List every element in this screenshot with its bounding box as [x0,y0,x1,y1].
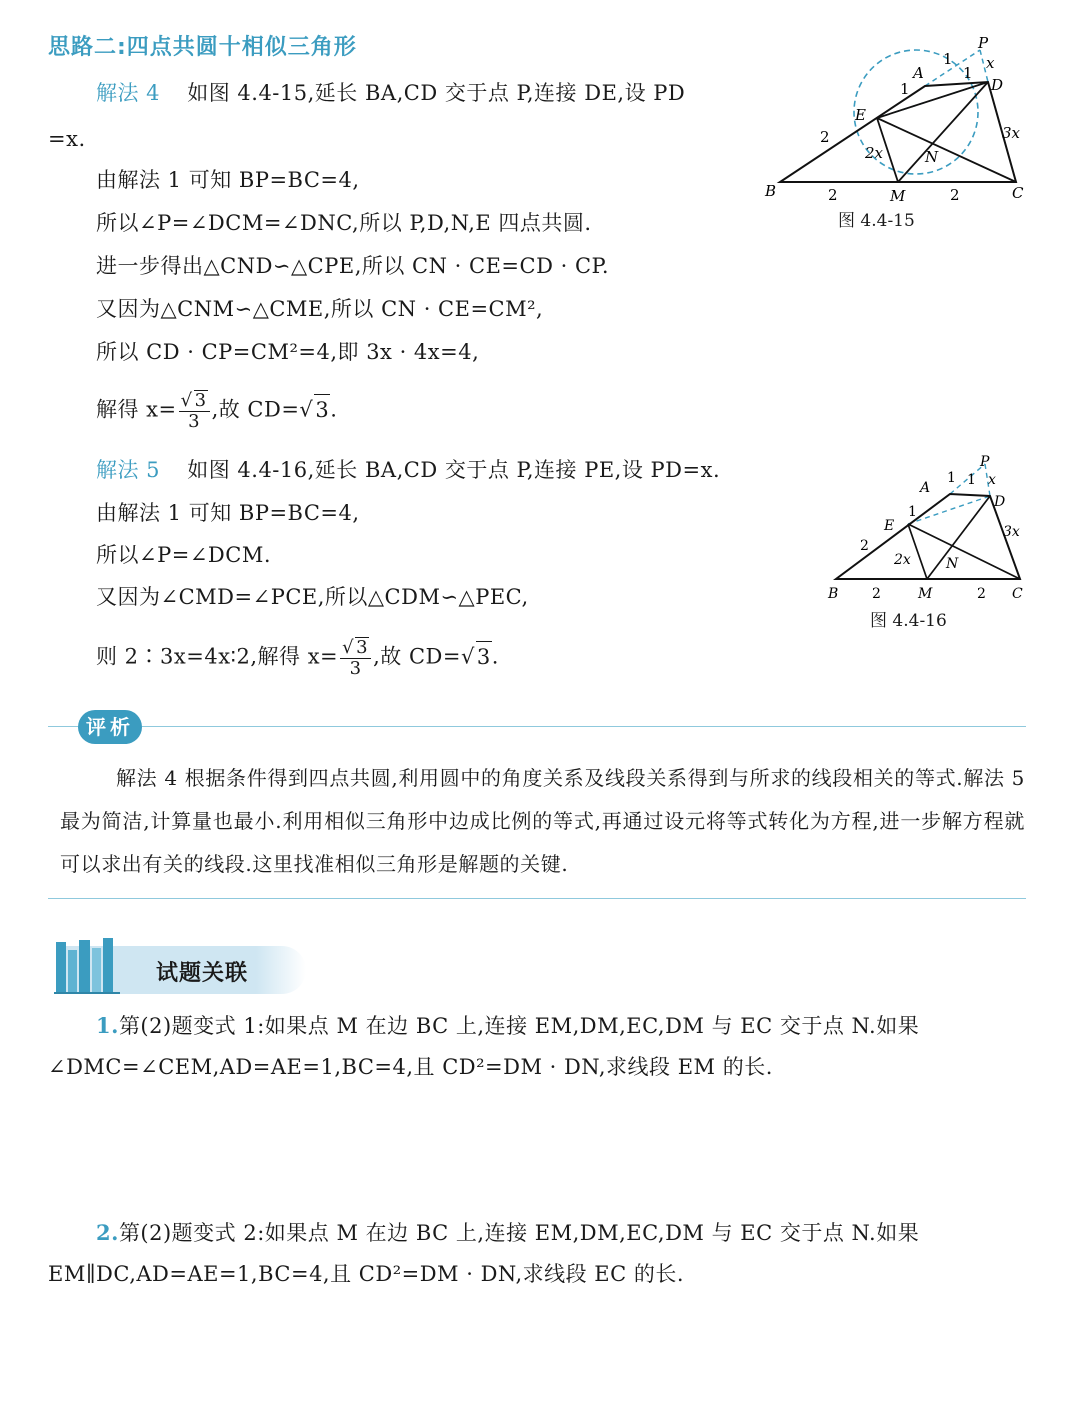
svg-text:2: 2 [950,186,960,204]
q2-line-2: EM∥DC,AD=AE=1,BC=4,且 CD²=DM · DN,求线段 EC 的长. [48,1262,685,1286]
sol4-label: 解法 4 [96,81,161,105]
sol5-line-2: 由解法 1 可知 BP=BC=4, [96,501,360,525]
sol5-line-4: 又因为∠CMD=∠PCE,所以△CDM∽△PEC, [96,585,529,609]
books-icon [54,936,120,996]
svg-text:2: 2 [820,128,830,146]
svg-text:2: 2 [860,538,869,554]
sol4-line-2: =x. [48,127,86,151]
svg-text:1: 1 [943,50,953,68]
figure-4-4-15 [760,30,1040,235]
q2-line-1: 2.第(2)题变式 2:如果点 M 在边 BC 上,连接 EM,DM,EC,DM 与 EC 交于点 N.如果 [96,1220,920,1245]
q1-number: 1. [96,1013,119,1038]
sol4-text-8a: 解得 x= [96,397,177,422]
svg-text:x: x [986,54,995,72]
sqrt3: 3 [314,394,330,425]
figure-4-4-16-caption: 图 4.4-16 [870,611,947,631]
sol4-line-7: 所以 CD · CP=CM²=4,即 3x · 4x=4, [96,340,480,364]
svg-text:2: 2 [872,586,881,602]
svg-text:1: 1 [900,80,910,98]
sol4-line-3: 由解法 1 可知 BP=BC=4, [96,168,360,192]
svg-text:P: P [978,34,989,52]
svg-text:A: A [920,480,931,496]
svg-text:A: A [913,64,924,82]
figure-4-4-16 [820,448,1035,608]
svg-text:N: N [946,556,959,572]
sol4-line-1 [96,78,685,108]
svg-text:B: B [765,182,777,200]
svg-text:2x: 2x [894,552,911,568]
sol5-line-5: 则 2∶3x=4x∶2,解得 x= $\frac{√ 3}{3}$ ,故 CD=√3. [96,637,499,679]
figure-4-4-15-caption: 图 4.4-15 [838,211,915,231]
svg-text:M: M [890,187,906,205]
svg-text:3x: 3x [1002,124,1021,142]
sol4-line-6: 又因为△CNM∽△CME,所以 CN · CE=CM², [96,297,544,321]
fraction-sqrt3-over-3: $\frac{√ 3}{3}$ [179,390,210,432]
svg-text:1: 1 [967,472,976,488]
pingxi-paragraph: 解法 4 根据条件得到四点共圆,利用圆中的角度关系及线段关系得到与所求的线段相关的等式.解法 5 最为简洁,计算量也最小.利用相似三角形中边成比例的等式,再通过设元将等式转化为方程,进一步解方程就可以求出有关的线段.这里找准相似三角形是解题的关键. [60,766,1025,876]
sol4-text-1: 如图 4.4-15,延长 BA,CD 交于点 P,连接 DE,设 PD [187,81,686,105]
pingxi-rule-right [142,726,1026,727]
svg-text:3x: 3x [1003,524,1020,540]
pingxi-rule-bottom [48,898,1026,899]
svg-text:E: E [884,518,895,534]
svg-text:x: x [988,472,996,488]
sol4-line-5: 进一步得出△CND∽△CPE,所以 CN · CE=CD · CP. [96,254,610,278]
q1-line-1: 1.第(2)题变式 1:如果点 M 在边 BC 上,连接 EM,DM,EC,DM 与 EC 交于点 N.如果 [96,1013,920,1038]
svg-text:N: N [925,148,939,166]
svg-text:P: P [980,454,990,470]
pingxi-badge: 评析 [78,710,142,744]
pingxi-rule-left [48,726,78,727]
svg-text:E: E [855,106,866,124]
q1-line-2: ∠DMC=∠CEM,AD=AE=1,BC=4,且 CD²=DM · DN,求线段 EM 的长. [48,1055,773,1079]
svg-text:M: M [918,586,933,602]
sol5-line-3: 所以∠P=∠DCM. [96,543,271,567]
fraction-sqrt3-over-3-b: $\frac{√ 3}{3}$ [340,637,371,679]
svg-text:B: B [828,586,839,602]
svg-text:D: D [991,76,1004,94]
q2-number: 2. [96,1220,119,1245]
sol5-line-1 [96,455,720,485]
section-heading: 思路二:四点共圆十相似三角形 [48,35,357,60]
svg-text:2x: 2x [865,144,884,162]
svg-text:2: 2 [977,586,986,602]
sol5-label: 解法 5 [96,458,161,482]
svg-text:C: C [1012,586,1023,602]
related-title: 试题关联 [156,961,249,986]
svg-text:2: 2 [828,186,838,204]
svg-text:1: 1 [947,470,956,486]
svg-text:1: 1 [963,64,973,82]
sol4-text-8b: ,故 CD= [211,397,300,422]
sol4-line-4: 所以∠P=∠DCM=∠DNC,所以 P,D,N,E 四点共圆. [96,211,592,235]
svg-text:C: C [1012,184,1024,202]
svg-text:1: 1 [908,504,917,520]
sol4-line-8: 解得 x= $\frac{√ 3}{3}$ ,故 CD=√3. [96,390,338,432]
sol5-text-1: 如图 4.4-16,延长 BA,CD 交于点 P,连接 PE,设 PD=x. [187,458,721,482]
svg-text:D: D [994,494,1006,510]
